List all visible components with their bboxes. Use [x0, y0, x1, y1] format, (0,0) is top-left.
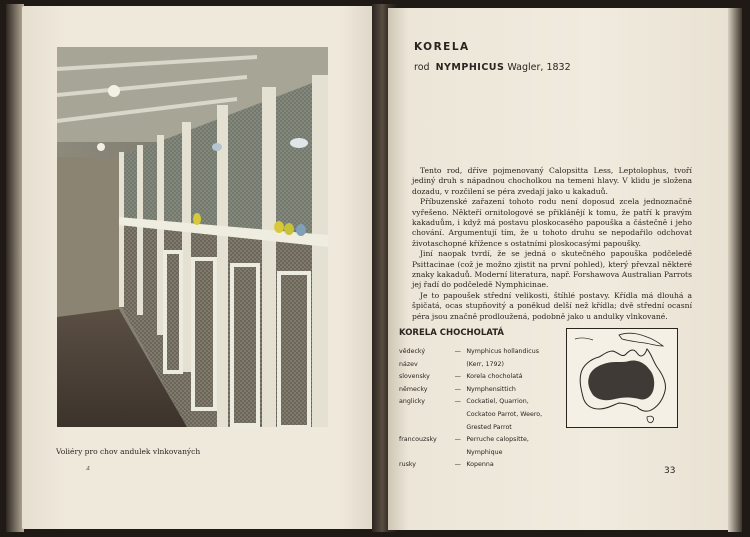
photo-caption: Voliéry pro chov andulek vlnkovaných — [56, 447, 201, 456]
aviary-photo — [57, 47, 328, 427]
species-names-list — [399, 346, 559, 472]
name-language: slovensky — [399, 373, 430, 381]
name-dash — [455, 359, 467, 372]
name-language: německy — [399, 385, 428, 393]
name-language — [399, 447, 455, 460]
genus-name: NYMPHICUS — [435, 62, 505, 73]
chapter-heading: KORELA — [414, 41, 470, 53]
name-dash — [455, 447, 467, 460]
genus-author: Wagler, 1832 — [507, 62, 571, 73]
name-row — [399, 359, 559, 372]
paragraph: Příbuzenské zařazení tohoto rodu není doposud zcela jednoznačně vyřešeno. Někteří ornitologové se přiklánějí k tomu, že patří k pravým kakaduům, i když má postavu ploskocasého papouška a částečně i jeho chování. Argumentují tím, že u tohoto druhu se nepodařilo odchovat životaschopné křížence s ostatními ploskocasými papoušky. — [412, 197, 692, 248]
body-text — [412, 166, 692, 322]
name-dash: — — [454, 461, 461, 469]
name-value: Korela chocholatá — [466, 373, 523, 381]
name-value: Kopenna — [466, 461, 494, 469]
name-dash: — — [454, 373, 461, 381]
name-value: Nymphique — [466, 448, 503, 456]
paragraph: Tento rod, dříve pojmenovaný Calopsitta Less, Leptolophus, tvoří jediný druh s nápadnou chocholkou na temeni hlavy. V klidu je složena dozadu, v rozčilení se péra zvedají jako u kakaduů. — [412, 166, 692, 196]
name-language: rusky — [399, 461, 417, 469]
name-dash: — — [454, 348, 461, 355]
name-value: Nymphensittich — [466, 385, 516, 393]
margin-mark: ⅎ — [86, 463, 91, 472]
species-heading: KORELA CHOCHOLATÁ — [399, 328, 504, 338]
name-row — [399, 447, 559, 460]
name-row — [399, 422, 559, 435]
name-language — [399, 422, 455, 435]
name-dash — [455, 422, 467, 435]
paragraph: Jiní naopak tvrdí, že se jedná o skutečného papouška podčeledě Psittacinae (což je možno zjistit na první pohled), který převzal některé znaky kakaduů. Moderní literatura, např. Forshawova Australian Parrots jej řadí do podčeledě Nymphicinae. — [412, 249, 692, 290]
name-row — [399, 434, 559, 447]
name-value: Cockatoo Parrot, Weero, — [466, 410, 543, 418]
name-value: Cockatiel, Quarrion, — [466, 398, 529, 406]
name-dash — [455, 409, 467, 422]
genus-line — [414, 62, 571, 73]
name-value: Perruche calopsitte, — [466, 436, 529, 444]
name-value: (Kerr, 1792) — [466, 360, 505, 368]
name-row — [399, 346, 559, 359]
name-row — [399, 409, 559, 422]
name-row — [399, 371, 559, 384]
name-language: francouzsky — [399, 436, 437, 444]
page-number: 33 — [664, 466, 676, 476]
name-language: vědecký — [399, 348, 426, 355]
name-language — [399, 409, 455, 422]
name-language: anglicky — [399, 398, 425, 406]
name-row — [399, 384, 559, 397]
genus-prefix: rod — [414, 62, 430, 73]
name-dash: — — [454, 398, 461, 406]
aviary-photo-illustration — [57, 47, 328, 427]
australia-range-map — [567, 329, 677, 427]
name-row — [399, 396, 559, 409]
name-dash: — — [454, 385, 461, 393]
name-value: Grested Parrot — [466, 423, 512, 431]
name-value: Nymphicus hollandicus — [466, 348, 540, 355]
name-dash: — — [454, 436, 461, 444]
paragraph: Je to papoušek střední velikosti, štíhlé postavy. Křídla má dlouhá a špičatá, ocas stupňovitý a poněkud delší než křídla; dvě střední ocasní péra jsou značně prodloužená, podobně jako u andulky vlnkované. — [412, 290, 692, 321]
name-language: název — [399, 360, 418, 368]
name-row — [399, 459, 559, 472]
distribution-map — [566, 328, 678, 428]
right-page-edges — [728, 8, 742, 532]
